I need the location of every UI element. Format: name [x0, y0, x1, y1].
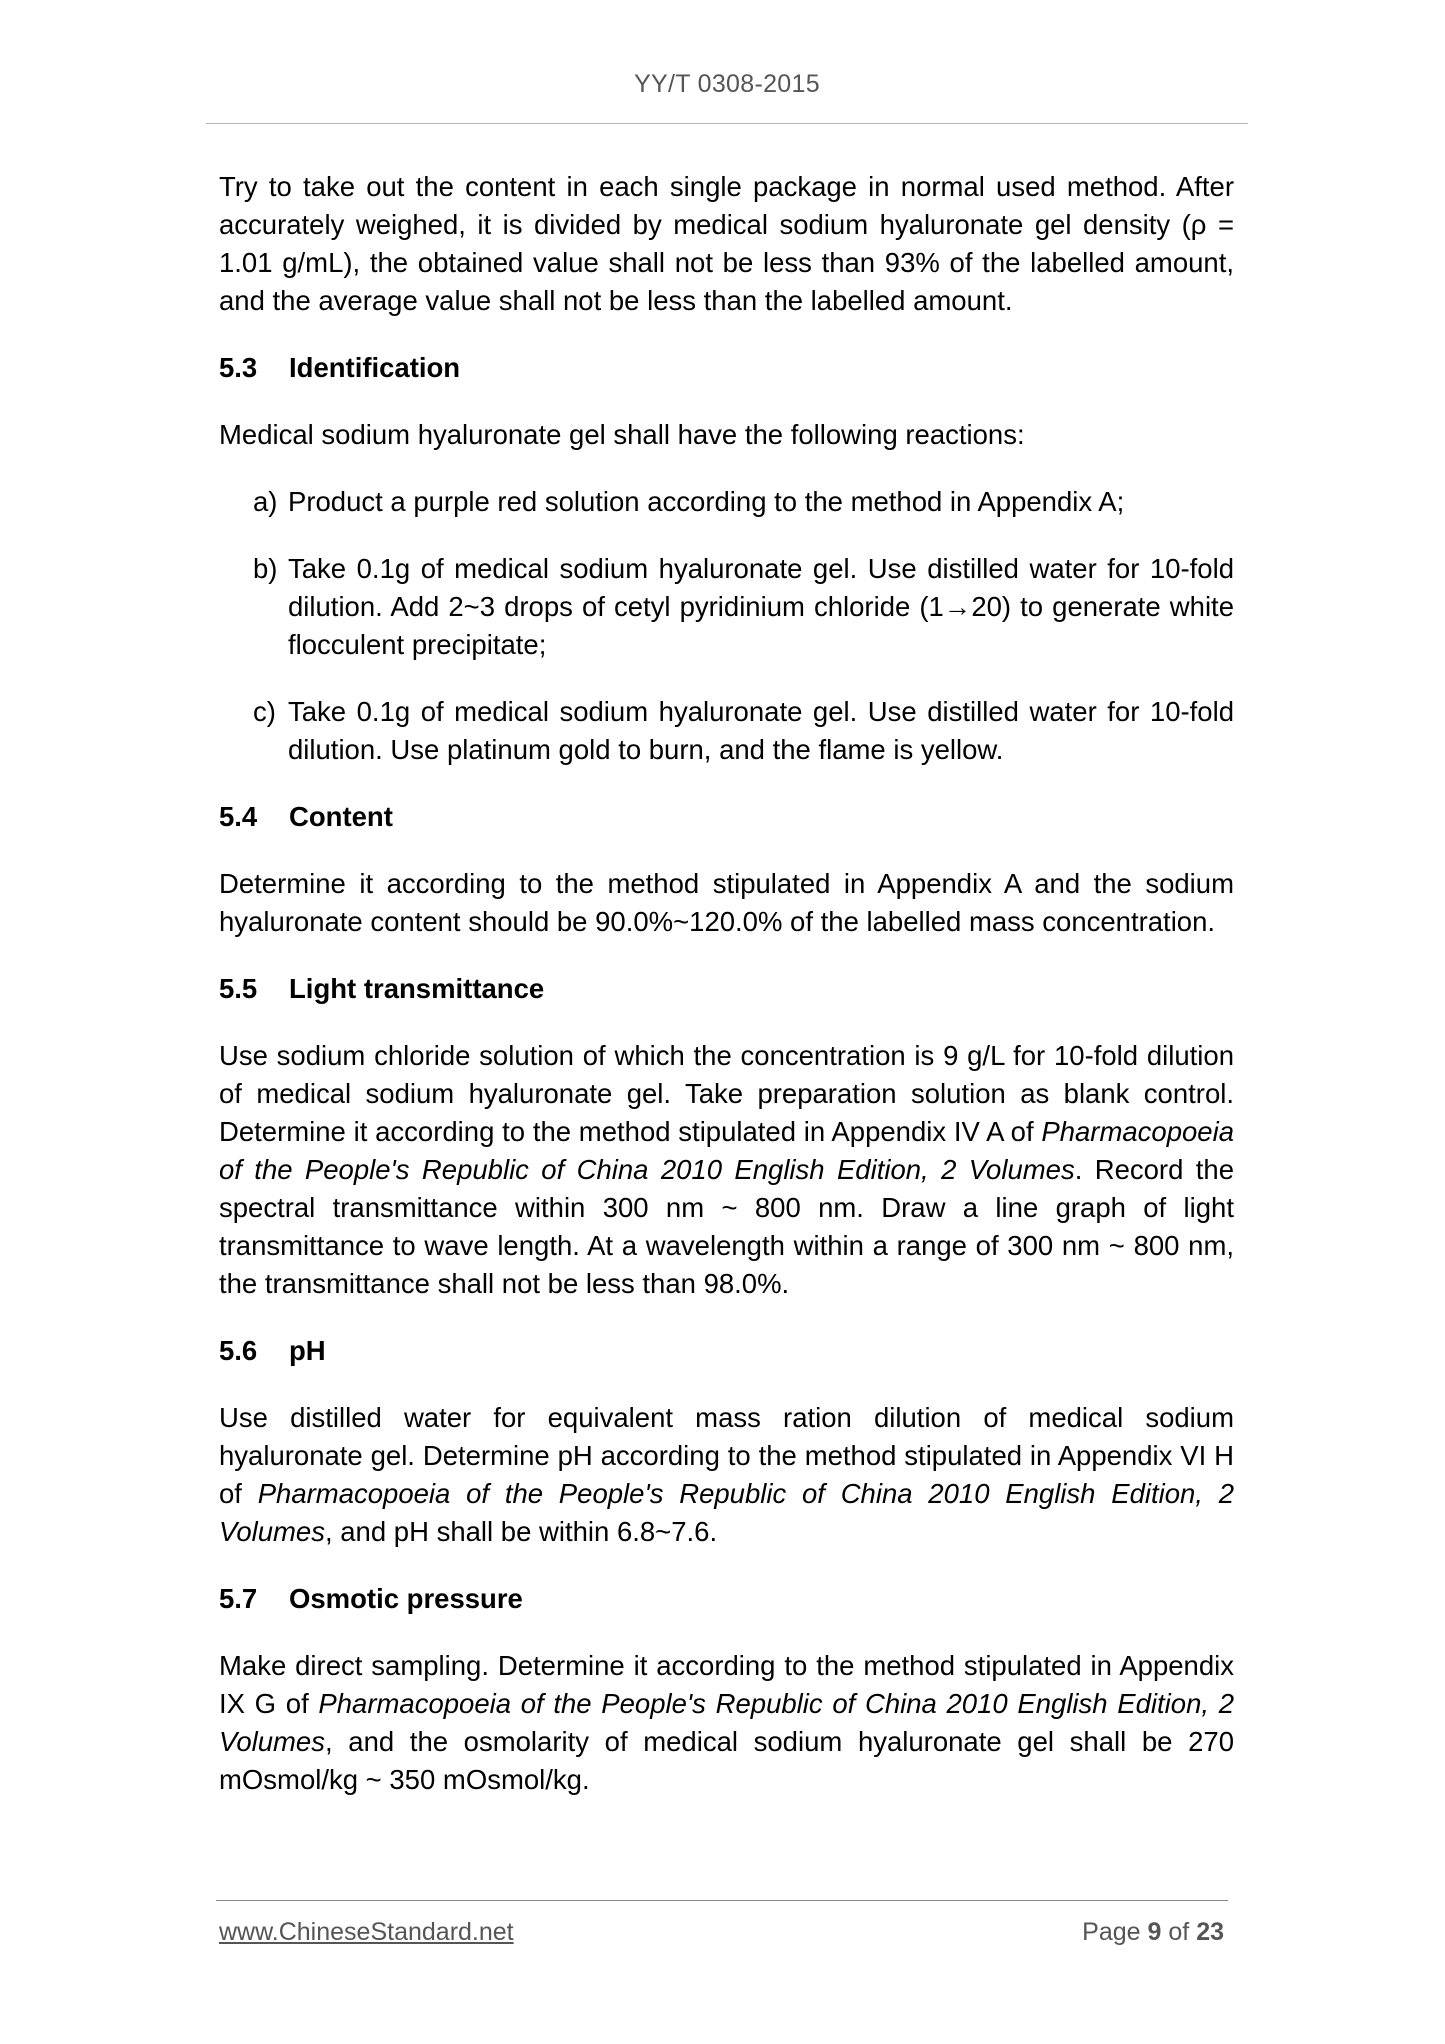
page-label: Page	[1082, 1918, 1141, 1946]
pharmacopoeia-reference: Pharmacopoeia of the People's Republic of China 2010 English Edition, 2 Volumes	[219, 1478, 1235, 1547]
paragraph-text: , and pH shall be within 6.8~7.6.	[324, 1516, 718, 1547]
content-paragraph: Determine it according to the method stipulated in Appendix A and the sodium hyaluronate content should be 90.0%~120.0% of the labelled mass concentration.	[219, 868, 1234, 937]
footer-divider	[216, 1900, 1228, 1901]
list-marker: c)	[253, 696, 276, 727]
ph-paragraph	[219, 1399, 1234, 1551]
identification-lead-paragraph: Medical sodium hyaluronate gel shall have the following reactions:	[219, 419, 1025, 450]
list-item	[253, 693, 1234, 769]
document-body	[219, 168, 1234, 1828]
pharmacopoeia-reference: Pharmacopoeia of the People's Republic of China 2010 English Edition, 2 Volumes	[219, 1688, 1234, 1757]
paragraph-text: Make direct sampling. Determine it according to the method stipulated in Appendix IX G of	[219, 1650, 1234, 1719]
page-number	[1082, 1918, 1224, 1947]
paragraph-text: , and the osmolarity of medical sodium hyaluronate gel shall be 270 mOsmol/kg ~ 350 mOsmol/kg.	[219, 1726, 1234, 1795]
section-heading-ph	[219, 1332, 1234, 1370]
section-title: Content	[289, 801, 393, 832]
list-item-text: Take 0.1g of medical sodium hyaluronate gel. Use distilled water for 10-fold dilution. Add 2~3 drops of cetyl pyridinium chloride (1→20) to generate white flocculent precipitate;	[288, 553, 1234, 660]
section-heading-identification	[219, 349, 1234, 387]
intro-paragraph: Try to take out the content in each single package in normal used method. After accurately weighed, it is divided by medical sodium hyaluronate gel density (ρ = 1.01 g/mL), the obtained value shall not be less than 93% of the labelled amount, and the average value shall not be less than the labelled amount.	[219, 171, 1234, 316]
paragraph-text: Use sodium chloride solution of which the concentration is 9 g/L for 10-fold dilution of medical sodium hyaluronate gel. Take preparation solution as blank control. Determine it according to the method stipulated in Appendix IV A of	[219, 1040, 1234, 1147]
section-title: Identification	[289, 352, 461, 383]
section-number: 5.3	[219, 352, 258, 383]
section-number: 5.4	[219, 801, 258, 832]
list-item	[253, 550, 1234, 664]
section-number: 5.6	[219, 1335, 258, 1366]
section-title: Osmotic pressure	[289, 1583, 523, 1614]
section-number: 5.7	[219, 1583, 258, 1614]
light-transmittance-paragraph	[219, 1037, 1234, 1303]
list-item-text: Product a purple red solution according to the method in Appendix A;	[288, 486, 1125, 517]
section-heading-osmotic-pressure	[219, 1580, 1234, 1618]
section-heading-content	[219, 798, 1234, 836]
section-title: pH	[289, 1335, 326, 1366]
paragraph-text: Use distilled water for equivalent mass ration dilution of medical sodium hyaluronate gel. Determine pH according to the method stipulated in Appendix VI H of	[219, 1402, 1234, 1509]
pharmacopoeia-reference: Pharmacopoeia of the People's Republic of China 2010 English Edition, 2 Volumes	[219, 1116, 1234, 1185]
page-header-title: YY/T 0308-2015	[634, 70, 820, 98]
list-marker: b)	[253, 553, 278, 584]
paragraph-text: . Record the spectral transmittance within 300 nm ~ 800 nm. Draw a line graph of light transmittance to wave length. At a wavelength within a range of 300 nm ~ 800 nm, the transmittance shall not be less than 98.0%.	[219, 1154, 1234, 1299]
list-item	[253, 483, 1234, 521]
header-divider	[206, 123, 1248, 124]
website-link[interactable]: www.ChineseStandard.net	[219, 1918, 514, 1946]
list-item-text: Take 0.1g of medical sodium hyaluronate gel. Use distilled water for 10-fold dilution. Use platinum gold to burn, and the flame is yellow.	[288, 696, 1234, 765]
section-heading-light-transmittance	[219, 970, 1234, 1008]
section-number: 5.5	[219, 973, 258, 1004]
list-marker: a)	[253, 486, 278, 517]
total-pages: 23	[1196, 1918, 1224, 1946]
page-of-label: of	[1168, 1918, 1190, 1946]
osmotic-pressure-paragraph	[219, 1647, 1234, 1799]
current-page: 9	[1147, 1918, 1162, 1946]
section-title: Light transmittance	[289, 973, 545, 1004]
